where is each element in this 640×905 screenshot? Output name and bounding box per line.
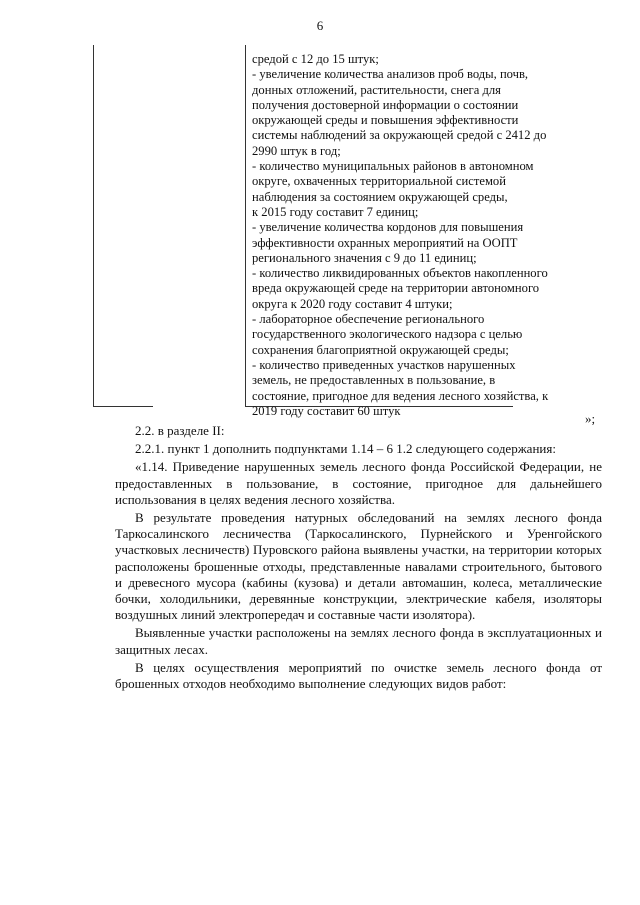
- cell-line: - количество приведенных участков нарушенных: [252, 357, 516, 372]
- cell-line: - количество ликвидированных объектов накопленного: [252, 266, 548, 281]
- paragraph-sites-location: Выявленные участки расположены на землях лесного фонда в эксплуатационных и защитных лесах.: [115, 625, 602, 657]
- cell-line: - количество муниципальных районов в автономном: [252, 159, 534, 174]
- cell-line: окружающей среды и повышения эффективности: [252, 113, 519, 128]
- closing-quote: »;: [585, 411, 596, 426]
- cell-line: вреда окружающей среде на территории автономного: [252, 281, 540, 296]
- cell-line: состояние, пригодное для ведения лесного хозяйства, к: [252, 388, 549, 403]
- cell-line: - лабораторное обеспечение регионального: [252, 312, 485, 327]
- cell-line: средой с 12 до 15 штук;: [252, 52, 379, 66]
- cell-line: наблюдения за состоянием окружающей среды,: [252, 189, 508, 204]
- cell-line: - увеличение количества анализов проб воды, почв,: [252, 67, 529, 82]
- cell-line: земель, не предоставленных в пользование, в: [252, 373, 496, 388]
- page-number: 6: [316, 18, 324, 33]
- cell-line: регионального значения с 9 до 11 единиц;: [252, 250, 477, 265]
- paragraph-item-1-14: «1.14. Приведение нарушенных земель лесного фонда Российской Федерации, не предоставленных в пользование, в состояние, пригодное для дальнейшего использования в целях ведения лесного хозяйства.: [115, 459, 602, 507]
- cell-line: системы наблюдений за окружающей средой с 2412 до: [252, 128, 547, 143]
- paragraph-inspection-results: В результате проведения натурных обследований на землях лесного фонда Таркосалинского лесничества (Таркосалинского, Пурнейского и Уренгойского участковых лесничеств) Пуровского района выявлены участки, на территории которых расположены брошенные отходы, представленные навалами строительного, бытового и древесного мусора (кабины (кузова) и детали автомашин, колеса, металлические бочки, холодильники, деревянные конструкции, электрические кабеля, изоляторы воздушных линий электропередач и составные части изолятора).: [115, 510, 602, 623]
- table-border-left: [93, 45, 94, 407]
- cell-line: получения достоверной информации о состоянии: [252, 97, 519, 112]
- paragraph-cleanup-works: В целях осуществления мероприятий по очистке земель лесного фонда от брошенных отходов необходимо выполнение следующих видов работ:: [115, 659, 602, 692]
- cell-line: - увеличение количества кордонов для повышения: [252, 220, 524, 235]
- cell-line: сохранения благоприятной окружающей среды;: [252, 342, 509, 357]
- cell-line: 2990 штук в год;: [252, 143, 341, 158]
- cell-line: округе, охваченных территориальной системой: [252, 174, 506, 189]
- cell-line: 2019 году составит 60 штук: [252, 403, 401, 418]
- table-border-middle: [245, 45, 246, 407]
- table-cell-indicators: [252, 52, 612, 419]
- paragraph-subsection: 2.2.1. пункт 1 дополнить подпунктами 1.14 – 6 1.2 следующего содержания:: [135, 441, 556, 457]
- cell-line: округа к 2020 году составит 4 штуки;: [252, 296, 453, 311]
- body-text: [115, 423, 602, 694]
- table-border-bottom-left: [93, 406, 153, 407]
- paragraph-section: 2.2. в разделе II:: [135, 423, 225, 438]
- cell-line: донных отложений, растительности, снега для: [252, 82, 501, 97]
- cell-line: к 2015 году составит 7 единиц;: [252, 204, 419, 219]
- cell-line: эффективности охранных мероприятий на ООПТ: [252, 235, 518, 250]
- cell-line: государственного экологического надзора с целью: [252, 327, 523, 342]
